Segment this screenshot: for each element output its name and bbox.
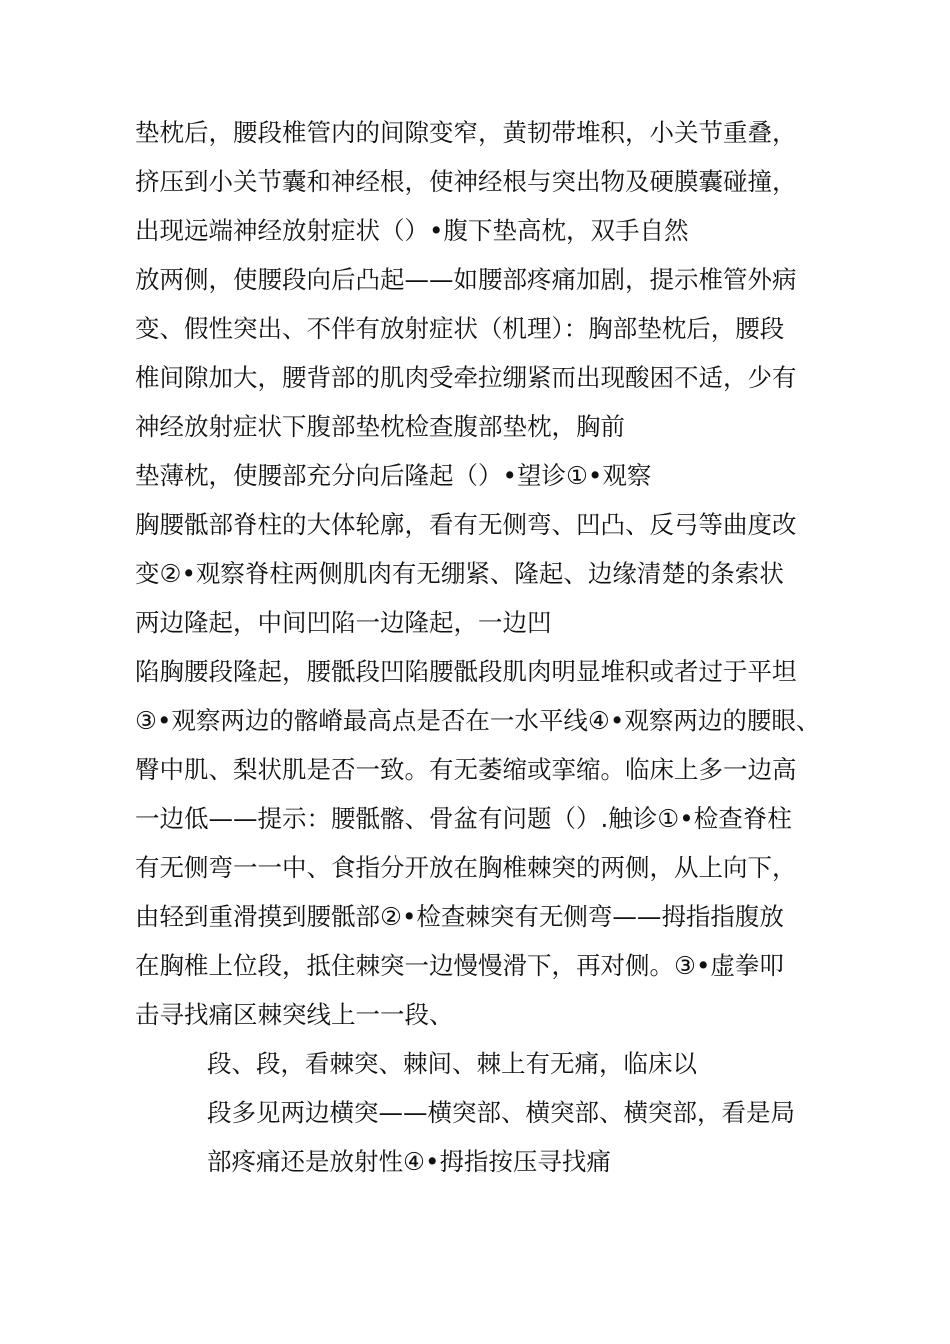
text-line: 变②•观察脊柱两侧肌肉有无绷紧、隆起、边缘清楚的条索状	[135, 559, 784, 588]
text-line-indented: 段多见两边横突——横突部、横突部、横突部，看是局	[207, 1098, 795, 1127]
text-line: 击寻找痛区棘突线上一一段、	[135, 1000, 454, 1029]
text-line: 变、假性突出、不伴有放射症状（机理）：胸部垫枕后，腰段	[135, 314, 785, 343]
text-line: 挤压到小关节囊和神经根，使神经根与突出物及硬膜囊碰撞，	[135, 167, 797, 196]
text-line: 两边隆起，中间凹陷一边隆起，一边凹	[135, 608, 552, 637]
text-line: 臀中肌、梨状肌是否一致。有无萎缩或挛缩。临床上多一边高	[135, 755, 797, 784]
body-text	[135, 108, 835, 1186]
text-line: 由轻到重滑摸到腰骶部②•检查棘突有无侧弯——拇指指腹放	[135, 902, 784, 931]
text-line: 神经放射症状下腹部垫枕检查腹部垫枕，胸前	[135, 412, 625, 441]
text-line: 有无侧弯一一中、食指分开放在胸椎棘突的两侧，从上向下，	[135, 853, 797, 882]
text-line: 一边低——提示：腰骶髂、骨盆有问题（）.触诊①•检查脊柱	[135, 804, 792, 833]
text-line-indented: 部疼痛还是放射性④•拇指按压寻找痛	[207, 1147, 611, 1176]
text-line-indented: 段、段，看棘突、棘间、棘上有无痛，临床以	[207, 1049, 697, 1078]
text-line: 陷胸腰段隆起，腰骶段凹陷腰骶段肌肉明显堆积或者过于平坦	[135, 657, 797, 686]
text-line: 垫薄枕，使腰部充分向后隆起（）•望诊①•观察	[135, 461, 652, 490]
text-line: ③•观察两边的髂嵴最高点是否在一水平线④•观察两边的腰眼、	[135, 706, 821, 735]
text-line: 出现远端神经放射症状（）•腹下垫高枕，双手自然	[135, 216, 689, 245]
text-line: 放两侧，使腰段向后凸起——如腰部疼痛加剧，提示椎管外病	[135, 265, 797, 294]
text-line: 垫枕后，腰段椎管内的间隙变窄，黄韧带堆积，小关节重叠，	[135, 118, 797, 147]
text-line: 胸腰骶部脊柱的大体轮廓，看有无侧弯、凹凸、反弓等曲度改	[135, 510, 797, 539]
text-line: 椎间隙加大，腰背部的肌肉受牵拉绷紧而出现酸困不适，少有	[135, 363, 797, 392]
text-line: 在胸椎上位段，抵住棘突一边慢慢滑下，再对侧。③•虚拳叩	[135, 951, 784, 980]
